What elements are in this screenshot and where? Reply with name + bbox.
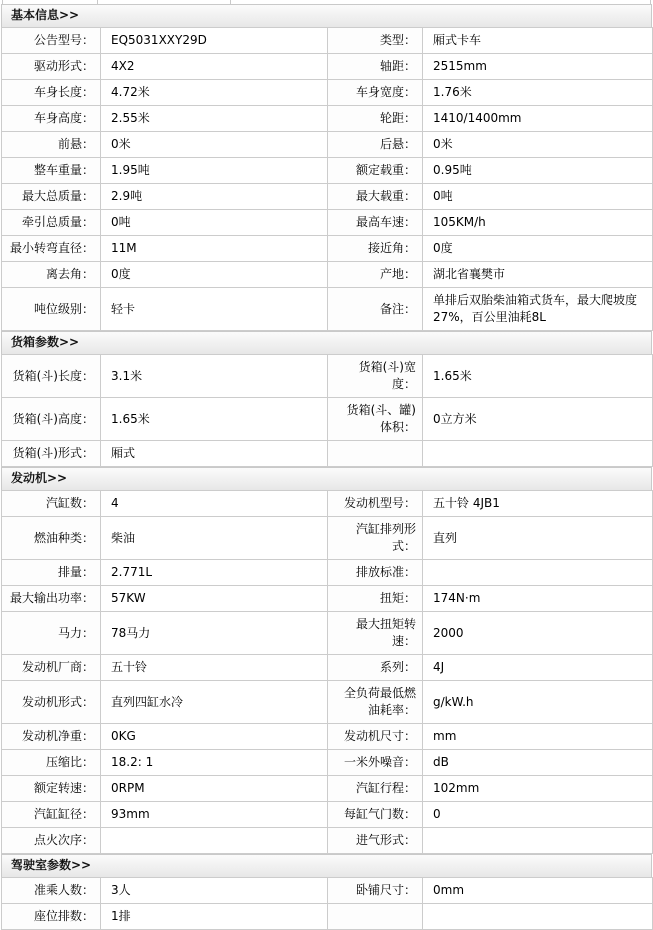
spec-label: 一米外噪音： (328, 750, 423, 776)
spec-value: 18.2: 1 (101, 750, 328, 776)
spec-value: 五十铃 4JB1 (423, 491, 653, 517)
spec-label: 发动机尺寸： (328, 724, 423, 750)
spec-value: 湖北省襄樊市 (423, 262, 653, 288)
spec-label: 货箱(斗、罐)体积： (328, 398, 423, 441)
spec-value: 102mm (423, 776, 653, 802)
spec-row (2, 612, 653, 655)
spec-label: 整车重量： (2, 158, 101, 184)
spec-table-cab (1, 877, 653, 930)
grid-line (650, 0, 651, 4)
spec-label: 燃油种类： (2, 517, 101, 560)
spec-value: 0 (423, 802, 653, 828)
spec-label: 进气形式： (328, 828, 423, 854)
spec-value: 0mm (423, 878, 653, 904)
spec-value: 直列四缸水冷 (101, 681, 328, 724)
spec-value (423, 441, 653, 467)
spec-label: 准乘人数： (2, 878, 101, 904)
spec-value: 57KW (101, 586, 328, 612)
spec-value: 直列 (423, 517, 653, 560)
spec-label: 发动机形式： (2, 681, 101, 724)
spec-label: 类型： (328, 28, 423, 54)
spec-label: 压缩比： (2, 750, 101, 776)
spec-value: 1.95吨 (101, 158, 328, 184)
spec-value: 五十铃 (101, 655, 328, 681)
spec-row (2, 878, 653, 904)
spec-label: 汽缸数： (2, 491, 101, 517)
spec-value: 105KM/h (423, 210, 653, 236)
spec-value: 厢式 (101, 441, 328, 467)
spec-label: 前悬： (2, 132, 101, 158)
spec-row (2, 586, 653, 612)
spec-value: 174N·m (423, 586, 653, 612)
spec-value: 93mm (101, 802, 328, 828)
spec-value: 2.9吨 (101, 184, 328, 210)
spec-value: 1.76米 (423, 80, 653, 106)
spec-value: 1410/1400mm (423, 106, 653, 132)
spec-label: 点火次序： (2, 828, 101, 854)
section-cab (1, 854, 652, 930)
spec-row (2, 184, 653, 210)
spec-value: g/kW.h (423, 681, 653, 724)
spec-row (2, 54, 653, 80)
spec-row (2, 441, 653, 467)
table-top-fragment (1, 0, 652, 4)
spec-label: 牵引总质量： (2, 210, 101, 236)
spec-label: 吨位级别： (2, 288, 101, 331)
spec-row (2, 802, 653, 828)
spec-label: 最大总质量： (2, 184, 101, 210)
spec-label (328, 441, 423, 467)
spec-value: 0KG (101, 724, 328, 750)
spec-row (2, 517, 653, 560)
spec-label: 最大扭矩转速： (328, 612, 423, 655)
spec-label: 汽缸排列形式： (328, 517, 423, 560)
spec-value: 单排后双胎柴油箱式货车，最大爬坡度27%，百公里油耗8L (423, 288, 653, 331)
spec-label (328, 904, 423, 930)
spec-label: 每缸气门数： (328, 802, 423, 828)
spec-value: 0吨 (423, 184, 653, 210)
spec-row (2, 491, 653, 517)
spec-label: 发动机型号： (328, 491, 423, 517)
section-title-cab: 驾驶室参数>> (1, 854, 652, 878)
spec-row (2, 210, 653, 236)
spec-label: 最大载重： (328, 184, 423, 210)
grid-line (97, 0, 98, 4)
spec-value: 3人 (101, 878, 328, 904)
spec-label: 轴距： (328, 54, 423, 80)
spec-value: 4 (101, 491, 328, 517)
spec-label: 系列： (328, 655, 423, 681)
spec-row (2, 398, 653, 441)
spec-value: 0度 (423, 236, 653, 262)
spec-row (2, 355, 653, 398)
spec-label: 发动机净重： (2, 724, 101, 750)
spec-row (2, 828, 653, 854)
spec-label: 排量： (2, 560, 101, 586)
section-cargo-box (1, 331, 652, 467)
spec-label: 额定载重： (328, 158, 423, 184)
spec-row (2, 28, 653, 54)
spec-value: 0立方米 (423, 398, 653, 441)
spec-label: 接近角： (328, 236, 423, 262)
spec-value: 2.55米 (101, 106, 328, 132)
grid-line (230, 0, 231, 4)
spec-value: 0度 (101, 262, 328, 288)
spec-label: 货箱(斗)形式： (2, 441, 101, 467)
spec-value: 柴油 (101, 517, 328, 560)
spec-row (2, 681, 653, 724)
spec-label: 货箱(斗)长度： (2, 355, 101, 398)
spec-value: 0RPM (101, 776, 328, 802)
spec-value: 2000 (423, 612, 653, 655)
spec-value (423, 904, 653, 930)
spec-value: 1.65米 (101, 398, 328, 441)
spec-value: EQ5031XXY29D (101, 28, 328, 54)
spec-label: 扭矩： (328, 586, 423, 612)
spec-row (2, 236, 653, 262)
spec-label: 座位排数： (2, 904, 101, 930)
spec-value: 0.95吨 (423, 158, 653, 184)
spec-label: 轮距： (328, 106, 423, 132)
spec-value (101, 828, 328, 854)
spec-row (2, 80, 653, 106)
spec-label: 最小转弯直径： (2, 236, 101, 262)
spec-label: 发动机厂商： (2, 655, 101, 681)
spec-label: 最大输出功率： (2, 586, 101, 612)
spec-label: 后悬： (328, 132, 423, 158)
spec-row (2, 158, 653, 184)
spec-value: 0米 (101, 132, 328, 158)
spec-label: 车身长度： (2, 80, 101, 106)
spec-row (2, 262, 653, 288)
spec-value: 2.771L (101, 560, 328, 586)
spec-value: 0吨 (101, 210, 328, 236)
spec-row (2, 724, 653, 750)
section-title-engine: 发动机>> (1, 467, 652, 491)
spec-label: 驱动形式： (2, 54, 101, 80)
section-engine (1, 467, 652, 854)
spec-label: 离去角： (2, 262, 101, 288)
spec-label: 排放标准： (328, 560, 423, 586)
spec-value (423, 828, 653, 854)
spec-table-cargo-box (1, 354, 653, 467)
spec-row (2, 750, 653, 776)
spec-label: 货箱(斗)高度： (2, 398, 101, 441)
spec-label: 汽缸行程： (328, 776, 423, 802)
spec-value: 厢式卡车 (423, 28, 653, 54)
spec-row (2, 106, 653, 132)
spec-label: 产地： (328, 262, 423, 288)
spec-label: 额定转速： (2, 776, 101, 802)
spec-label: 车身高度： (2, 106, 101, 132)
spec-value: 78马力 (101, 612, 328, 655)
spec-value: 2515mm (423, 54, 653, 80)
spec-value: 0米 (423, 132, 653, 158)
spec-value: 4J (423, 655, 653, 681)
spec-row (2, 776, 653, 802)
spec-label: 公告型号： (2, 28, 101, 54)
spec-row (2, 560, 653, 586)
spec-label: 汽缸缸径： (2, 802, 101, 828)
spec-value: 11M (101, 236, 328, 262)
spec-value (423, 560, 653, 586)
section-title-cargo-box: 货箱参数>> (1, 331, 652, 355)
spec-label: 货箱(斗)宽度： (328, 355, 423, 398)
spec-table-basic-info (1, 27, 653, 331)
spec-label: 全负荷最低燃油耗率： (328, 681, 423, 724)
spec-value: 4.72米 (101, 80, 328, 106)
spec-label: 最高车速： (328, 210, 423, 236)
spec-label: 备注： (328, 288, 423, 331)
section-title-basic-info: 基本信息>> (1, 4, 652, 28)
spec-value: 1.65米 (423, 355, 653, 398)
section-basic-info (1, 4, 652, 331)
spec-value: 3.1米 (101, 355, 328, 398)
spec-label: 卧铺尺寸： (328, 878, 423, 904)
spec-label: 马力： (2, 612, 101, 655)
spec-row (2, 288, 653, 331)
grid-line (2, 0, 3, 4)
spec-row (2, 655, 653, 681)
spec-value: 4X2 (101, 54, 328, 80)
spec-table-engine (1, 490, 653, 854)
spec-value: mm (423, 724, 653, 750)
spec-value: 1排 (101, 904, 328, 930)
spec-row (2, 904, 653, 930)
spec-value: dB (423, 750, 653, 776)
spec-label: 车身宽度： (328, 80, 423, 106)
spec-row (2, 132, 653, 158)
spec-value: 轻卡 (101, 288, 328, 331)
